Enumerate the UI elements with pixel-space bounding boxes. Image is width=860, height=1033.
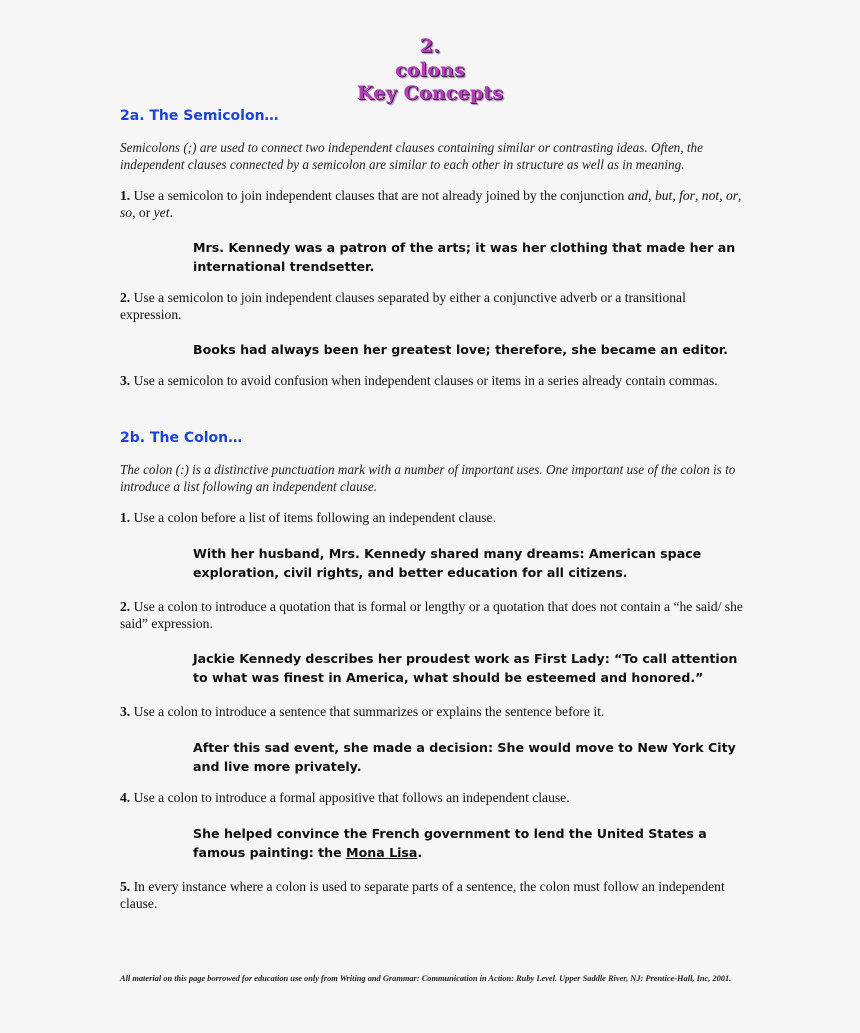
rule-text: In every instance where a colon is used to separate parts of a sentence, the colon must follow an independent clause. <box>120 879 725 911</box>
rule-text: Use a colon to introduce a sentence that summarizes or explains the sentence before it. <box>130 704 605 719</box>
conjunction: or <box>725 188 739 203</box>
rule-number: 5. <box>120 879 131 894</box>
rule-text: Use a semicolon to avoid confusion when independent clauses or items in a series already contain commas. <box>130 373 718 388</box>
semicolon-rule-1: 1. Use a semicolon to join independent clauses that are not already joined by the conjunction and, but, for, not, or, so, or yet. <box>120 188 742 220</box>
conjunction: but <box>654 188 673 203</box>
semicolon-intro: Semicolons (;) are used to connect two independent clauses containing similar or contrasting ideas. Often, the independent clauses connected by a semicolon are similar to each other in structure as well as in meaning. <box>120 140 703 172</box>
rule-number: 3. <box>120 704 131 719</box>
colon-example-3: After this sad event, she made a decision: She would move to New York City and live more privately. <box>193 740 736 774</box>
colon-rule-4 <box>120 790 745 807</box>
painting-title: Mona Lisa <box>346 845 418 860</box>
rule-text: Use a colon to introduce a quotation that is formal or lengthy or a quotation that does not contain a “he said/ she said” expression. <box>120 599 743 631</box>
rule-text: Use a colon to introduce a formal appositive that follows an independent clause. <box>130 790 570 805</box>
or-word: or <box>135 204 154 220</box>
colon-rule-2 <box>120 599 745 632</box>
conjunction: for <box>679 188 695 203</box>
rule-text: Use a colon before a list of items following an independent clause. <box>130 510 496 525</box>
colon-heading: 2b. The Colon… <box>120 430 243 446</box>
semicolon-rule-2 <box>120 290 745 323</box>
semicolon-example-1: Mrs. Kennedy was a patron of the arts; it was her clothing that made her an international trendsetter. <box>193 240 736 274</box>
conjunction: and <box>627 188 649 203</box>
conjunction: yet <box>153 204 170 220</box>
conjunction: so <box>120 204 133 220</box>
example-text: She helped convince the French government to lend the United States a famous painting: the <box>193 826 707 860</box>
key-concepts-title: Key Concepts <box>356 82 504 104</box>
rule-text: Use a semicolon to join independent clauses that are not already joined by the conjunction <box>130 188 628 203</box>
colon-example-4 <box>193 824 748 862</box>
semicolon-example-2: Books had always been her greatest love; therefore, she became an editor. <box>193 342 728 357</box>
colon-example-2: Jackie Kennedy describes her proudest work as First Lady: “To call attention to what was finest in America, what should be esteemed and honored.” <box>193 651 738 685</box>
rule-end: . <box>169 204 173 220</box>
rule-number: 2. <box>120 290 131 305</box>
semicolon-rule-3 <box>120 373 745 390</box>
conjunction: not <box>701 188 720 203</box>
rule-number: 4. <box>120 790 131 805</box>
source-citation: All material on this page borrowed for education use only from Writing and Grammar: Communication in Action: Ruby Level. Upper Saddle River, NJ: Prentice-Hall, Inc, 2001. <box>120 974 732 983</box>
rule-number: 2. <box>120 599 131 614</box>
section-number: 2. <box>419 35 441 57</box>
colon-rule-3 <box>120 704 745 721</box>
rule-number: 3. <box>120 373 131 388</box>
colon-rule-5 <box>120 879 745 912</box>
colon-intro: The colon (:) is a distinctive punctuation mark with a number of important uses. One important use of the colon is to introduce a list following an independent clause. <box>120 462 736 494</box>
colon-rule-1 <box>120 510 745 527</box>
semicolon-heading: 2a. The Semicolon… <box>120 108 279 124</box>
colon-example-1: With her husband, Mrs. Kennedy shared many dreams: American space exploration, civil rights, and better education for all citizens. <box>193 546 702 580</box>
rule-number: 1. <box>120 510 131 525</box>
example-end: . <box>417 845 423 860</box>
topic-title: colons <box>395 59 465 81</box>
rule-number: 1. <box>120 188 131 203</box>
rule-text: Use a semicolon to join independent clauses separated by either a conjunctive adverb or a transitional expression. <box>120 290 686 322</box>
